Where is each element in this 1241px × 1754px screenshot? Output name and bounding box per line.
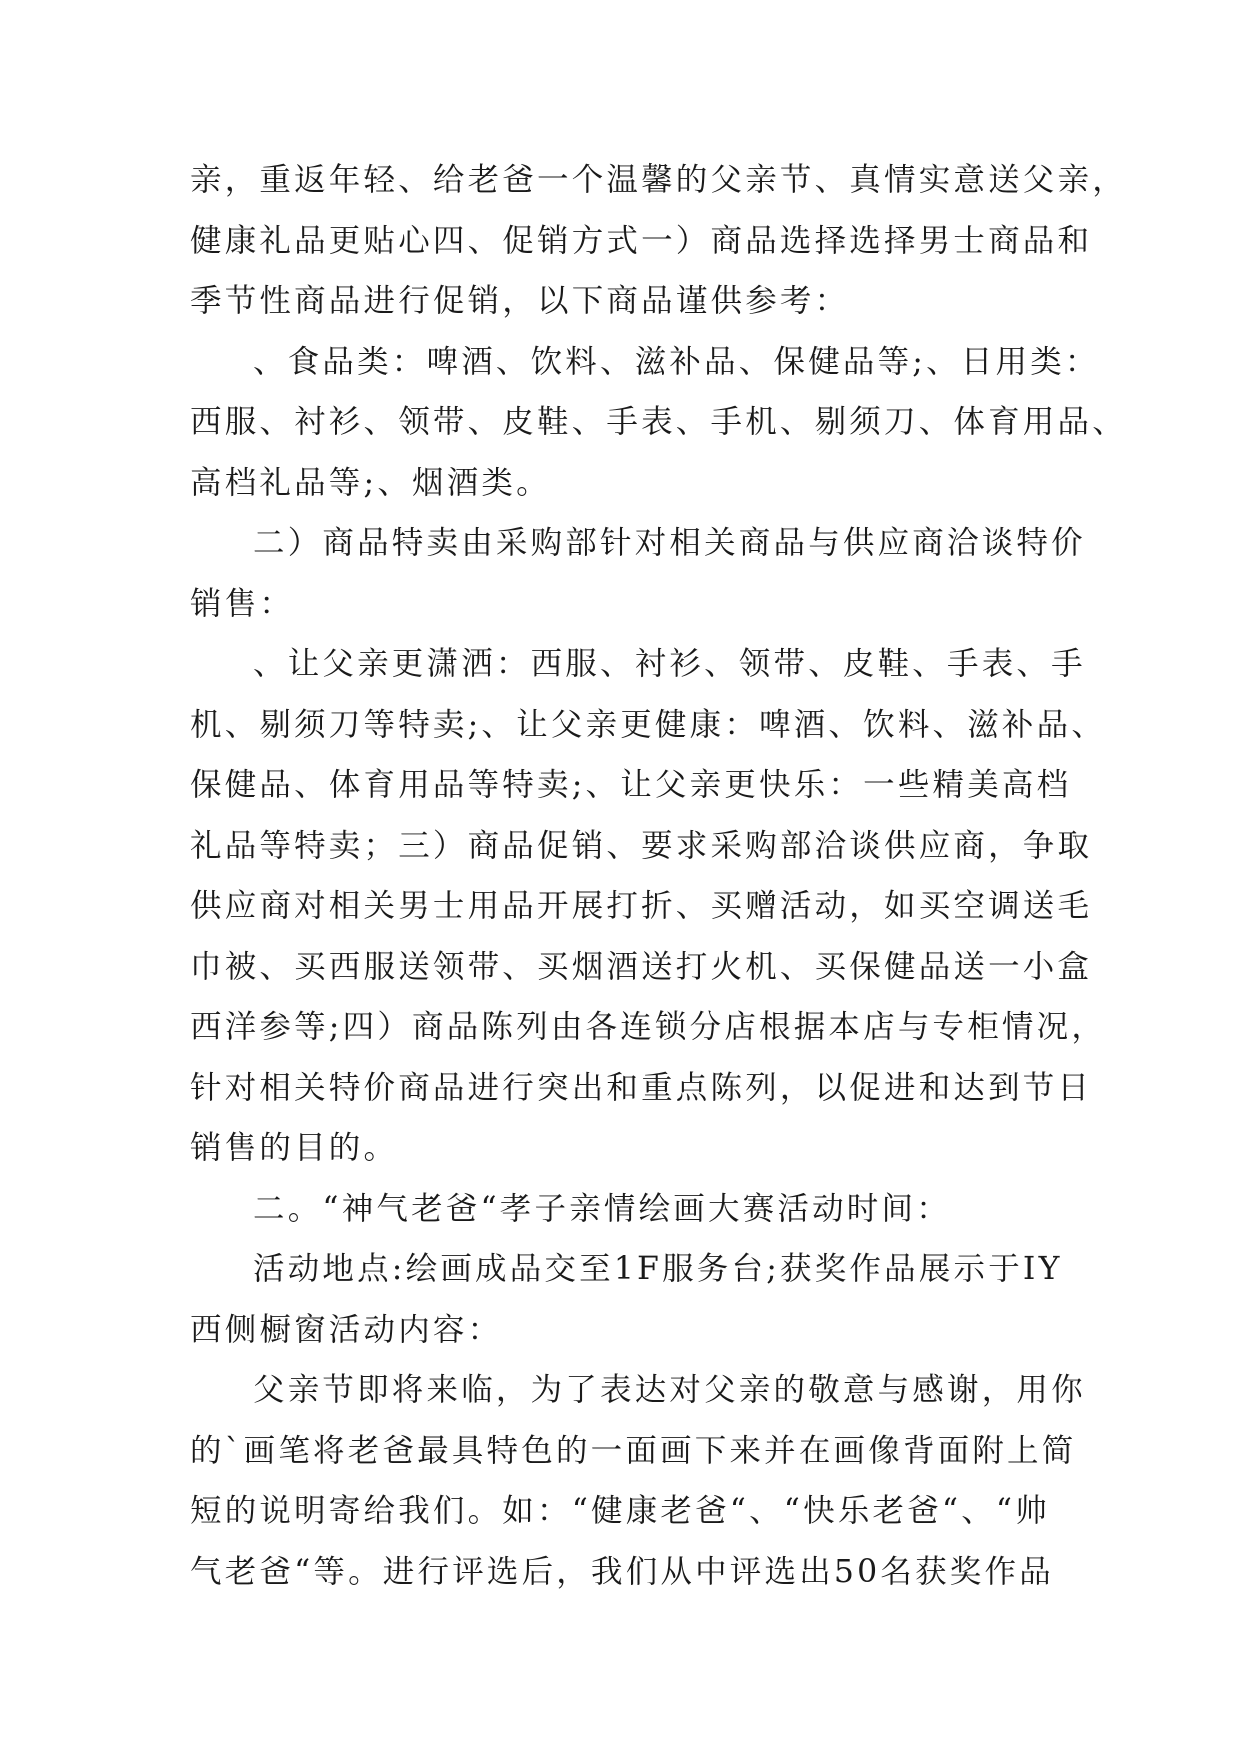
text-line: 保健品、体育用品等特卖;、让父亲更快乐：一些精美高档 xyxy=(190,767,1072,803)
paragraph-7 xyxy=(190,1360,1086,1602)
text-line: 销售的目的。 xyxy=(190,1130,399,1166)
text-line: 销售： xyxy=(190,585,295,622)
text-line: 机、剔须刀等特卖;、让父亲更健康：啤酒、饮料、滋补品、 xyxy=(190,706,1107,743)
text-line: 礼品等特卖；三）商品促销、要求采购部洽谈供应商，争取 xyxy=(190,827,1093,864)
text-line: 二）商品特卖由采购部针对相关商品与供应商洽谈特价 xyxy=(253,525,1086,561)
text-line: 亲，重返年轻、给老爸一个温馨的父亲节、真情实意送父亲， xyxy=(190,162,1127,198)
text-line: 供应商对相关男士用品开展打折、买赠活动，如买空调送毛 xyxy=(190,888,1093,924)
text-line: 西洋参等;四）商品陈列由各连锁分店根据本店与专柜情况， xyxy=(190,1009,1107,1045)
paragraph-5 xyxy=(190,1179,1060,1240)
paragraph-2 xyxy=(190,332,1127,514)
paragraph-6 xyxy=(190,1239,1063,1360)
text-line: 高档礼品等;、烟酒类。 xyxy=(190,464,551,501)
text-line: 父亲节即将来临，为了表达对父亲的敬意与感谢，用你 xyxy=(253,1372,1086,1408)
text-line: 季节性商品进行促销，以下商品谨供参考： xyxy=(190,283,850,319)
paragraph-4 xyxy=(190,634,1107,1179)
document-body xyxy=(190,150,1127,1602)
text-line: 巾被、买西服送领带、买烟酒送打火机、买保健品送一小盒 xyxy=(190,948,1093,985)
text-line: 针对相关特价商品进行突出和重点陈列，以促进和达到节日 xyxy=(190,1069,1093,1106)
text-line: 短的说明寄给我们。如：“健康老爸“、“快乐老爸“、“帅 xyxy=(190,1493,1050,1529)
paragraph-3 xyxy=(190,513,1086,634)
text-line: 西侧橱窗活动内容： xyxy=(190,1311,503,1348)
text-line: 西服、衬衫、领带、皮鞋、手表、手机、剔须刀、体育用品、 xyxy=(190,404,1127,440)
text-line: 二。“神气老爸“孝子亲情绘画大赛活动时间： xyxy=(253,1190,951,1227)
text-line: 活动地点:绘画成品交至1F服务台;获奖作品展示于IY xyxy=(253,1251,1063,1287)
text-line: 健康礼品更贴心四、促销方式一）商品选择选择男士商品和 xyxy=(190,222,1093,259)
text-line: 、食品类：啤酒、饮料、滋补品、保健品等;、日用类： xyxy=(253,343,1100,380)
paragraph-1 xyxy=(190,150,1127,332)
text-line: 、让父亲更潇洒：西服、衬衫、领带、皮鞋、手表、手 xyxy=(253,646,1086,682)
text-line: 的`画笔将老爸最具特色的一面画下来并在画像背面附上简 xyxy=(190,1432,1077,1469)
text-line: 气老爸“等。进行评选后，我们从中评选出50名获奖作品 xyxy=(190,1553,1054,1590)
